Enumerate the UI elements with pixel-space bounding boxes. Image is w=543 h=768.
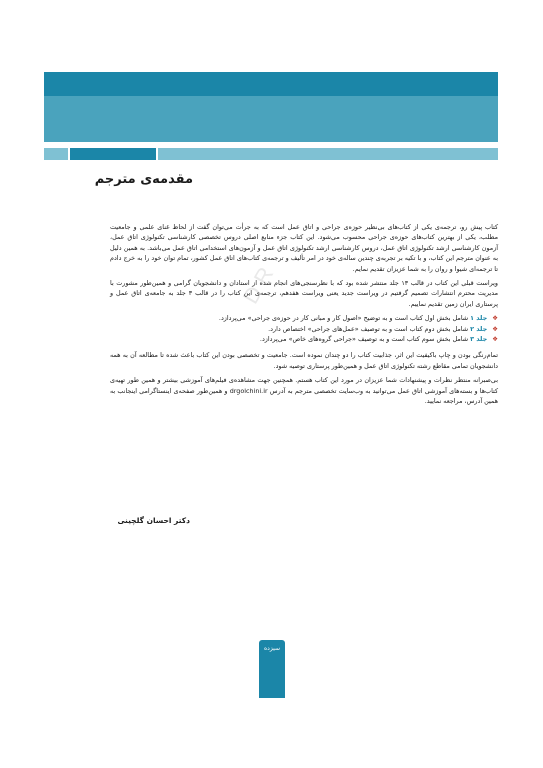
header-strip-accent [70, 148, 156, 160]
list-item [110, 334, 498, 344]
volume-label: جلد ۲ [470, 324, 488, 333]
header-strip-right [158, 148, 498, 160]
body-text [110, 222, 498, 411]
volume-description: شامل بخش دوم کتاب است و به توصیف «عمل‌های جراحی» اختصاص دارد. [268, 324, 469, 333]
header-band-top [44, 72, 498, 96]
volume-label: جلد ۳ [470, 335, 488, 344]
watermark: DR [237, 257, 282, 308]
page-title: مقدمه‌ی مترجم [94, 172, 193, 187]
diamond-bullet-icon: ❖ [492, 314, 498, 323]
paragraph-quality: تمام‌رنگی بودن و چاپ باکیفیت این اثر، جذابیت کتاب را دو چندان نموده است. جامعیت و تخصصی بودن این کتاب باعث شده تا مطالعه آن به همه دانشجویان تمامی مقاطع رشته تکنولوژی اتاق عمل و همین‌طور پرستاری توصیه شود. [110, 351, 498, 370]
list-item [110, 313, 498, 323]
diamond-bullet-icon: ❖ [492, 335, 498, 344]
header-strip-left [44, 148, 68, 160]
diamond-bullet-icon: ❖ [492, 324, 498, 333]
header-band-main [44, 96, 498, 142]
page-number: سیزده [264, 645, 280, 652]
volume-label: جلد ۱ [470, 314, 488, 323]
volume-description: شامل بخش اول کتاب است و به توضیح «اصول کار و مبانی کار در حوزه‌ی جراحی» می‌پردازد. [218, 314, 469, 323]
list-item [110, 324, 498, 334]
paragraph-contact: بی‌صبرانه منتظر نظرات و پیشنهادات شما عزیزان در مورد این کتاب هستم. همچنین جهت مشاهده‌ی فیلم‌های آموزشی بیشتر و همین طور تهیه‌ی کتاب‌ها و بسته‌های آموزشی اتاق عمل می‌توانید به وب‌سایت تخصصی مترجم به آدرس drgolchini.ir و همین‌طور صفحه‌ی اینستاگرامی اینجانب به همین آدرس، مراجعه نمایید. [110, 376, 498, 406]
page-number-tab [259, 640, 285, 698]
paragraph-intro: کتاب پیش رو، ترجمه‌ی یکی از کتاب‌های بی‌نظیر حوزه‌ی جراحی و اتاق عمل است که به جرأت می‌توان گفت از لحاظ غنای علمی و جامعیت مطلب، یکی از بهترین کتاب‌های حوزه‌ی جراحی محسوب می‌شود. این کتاب جزء منابع اصلی دروس تخصصی کارشناسی تکنولوژی اتاق عمل، آزمون کارشناسی ارشد تکنولوژی اتاق عمل، دروس کارشناسی ارشد تکنولوژی اتاق عمل و آزمون‌های استخدامی اتاق عمل می‌باشد. به همین دلیل به عنوان مترجم این کتاب، و با تکیه بر تجربه‌ی چندین ساله‌ی خود در امر تألیف و ترجمه‌ی کتاب‌های اتاق عمل کشور، تمام توان خود را به خرج دادم تا ترجمه‌ای شیوا و روان را به شما عزیزان تقدیم نمایم. [110, 223, 498, 273]
author-signature: دکتر احسان گلچینی [117, 516, 190, 525]
paragraph-editions: ویراست قبلی این کتاب در قالب ۱۳ جلد منتشر شده بود که با نظرسنجی‌های انجام شده از استادان و دانشجویان گرامی و همین‌طور مشورت با مدیریت محترم انتشارات تصمیم گرفتیم در ویراست جدید یعنی ویراست هفدهم، ترجمه‌ی این کتاب را در قالب ۳ جلد به جامعه‌ی اتاق عمل و پرستاری ایران زمین تقدیم نماییم. [110, 279, 498, 308]
volume-list [110, 313, 498, 344]
volume-description: شامل بخش سوم کتاب است و به توصیف «جراحی گروه‌های خاص» می‌پردازد. [259, 335, 469, 344]
